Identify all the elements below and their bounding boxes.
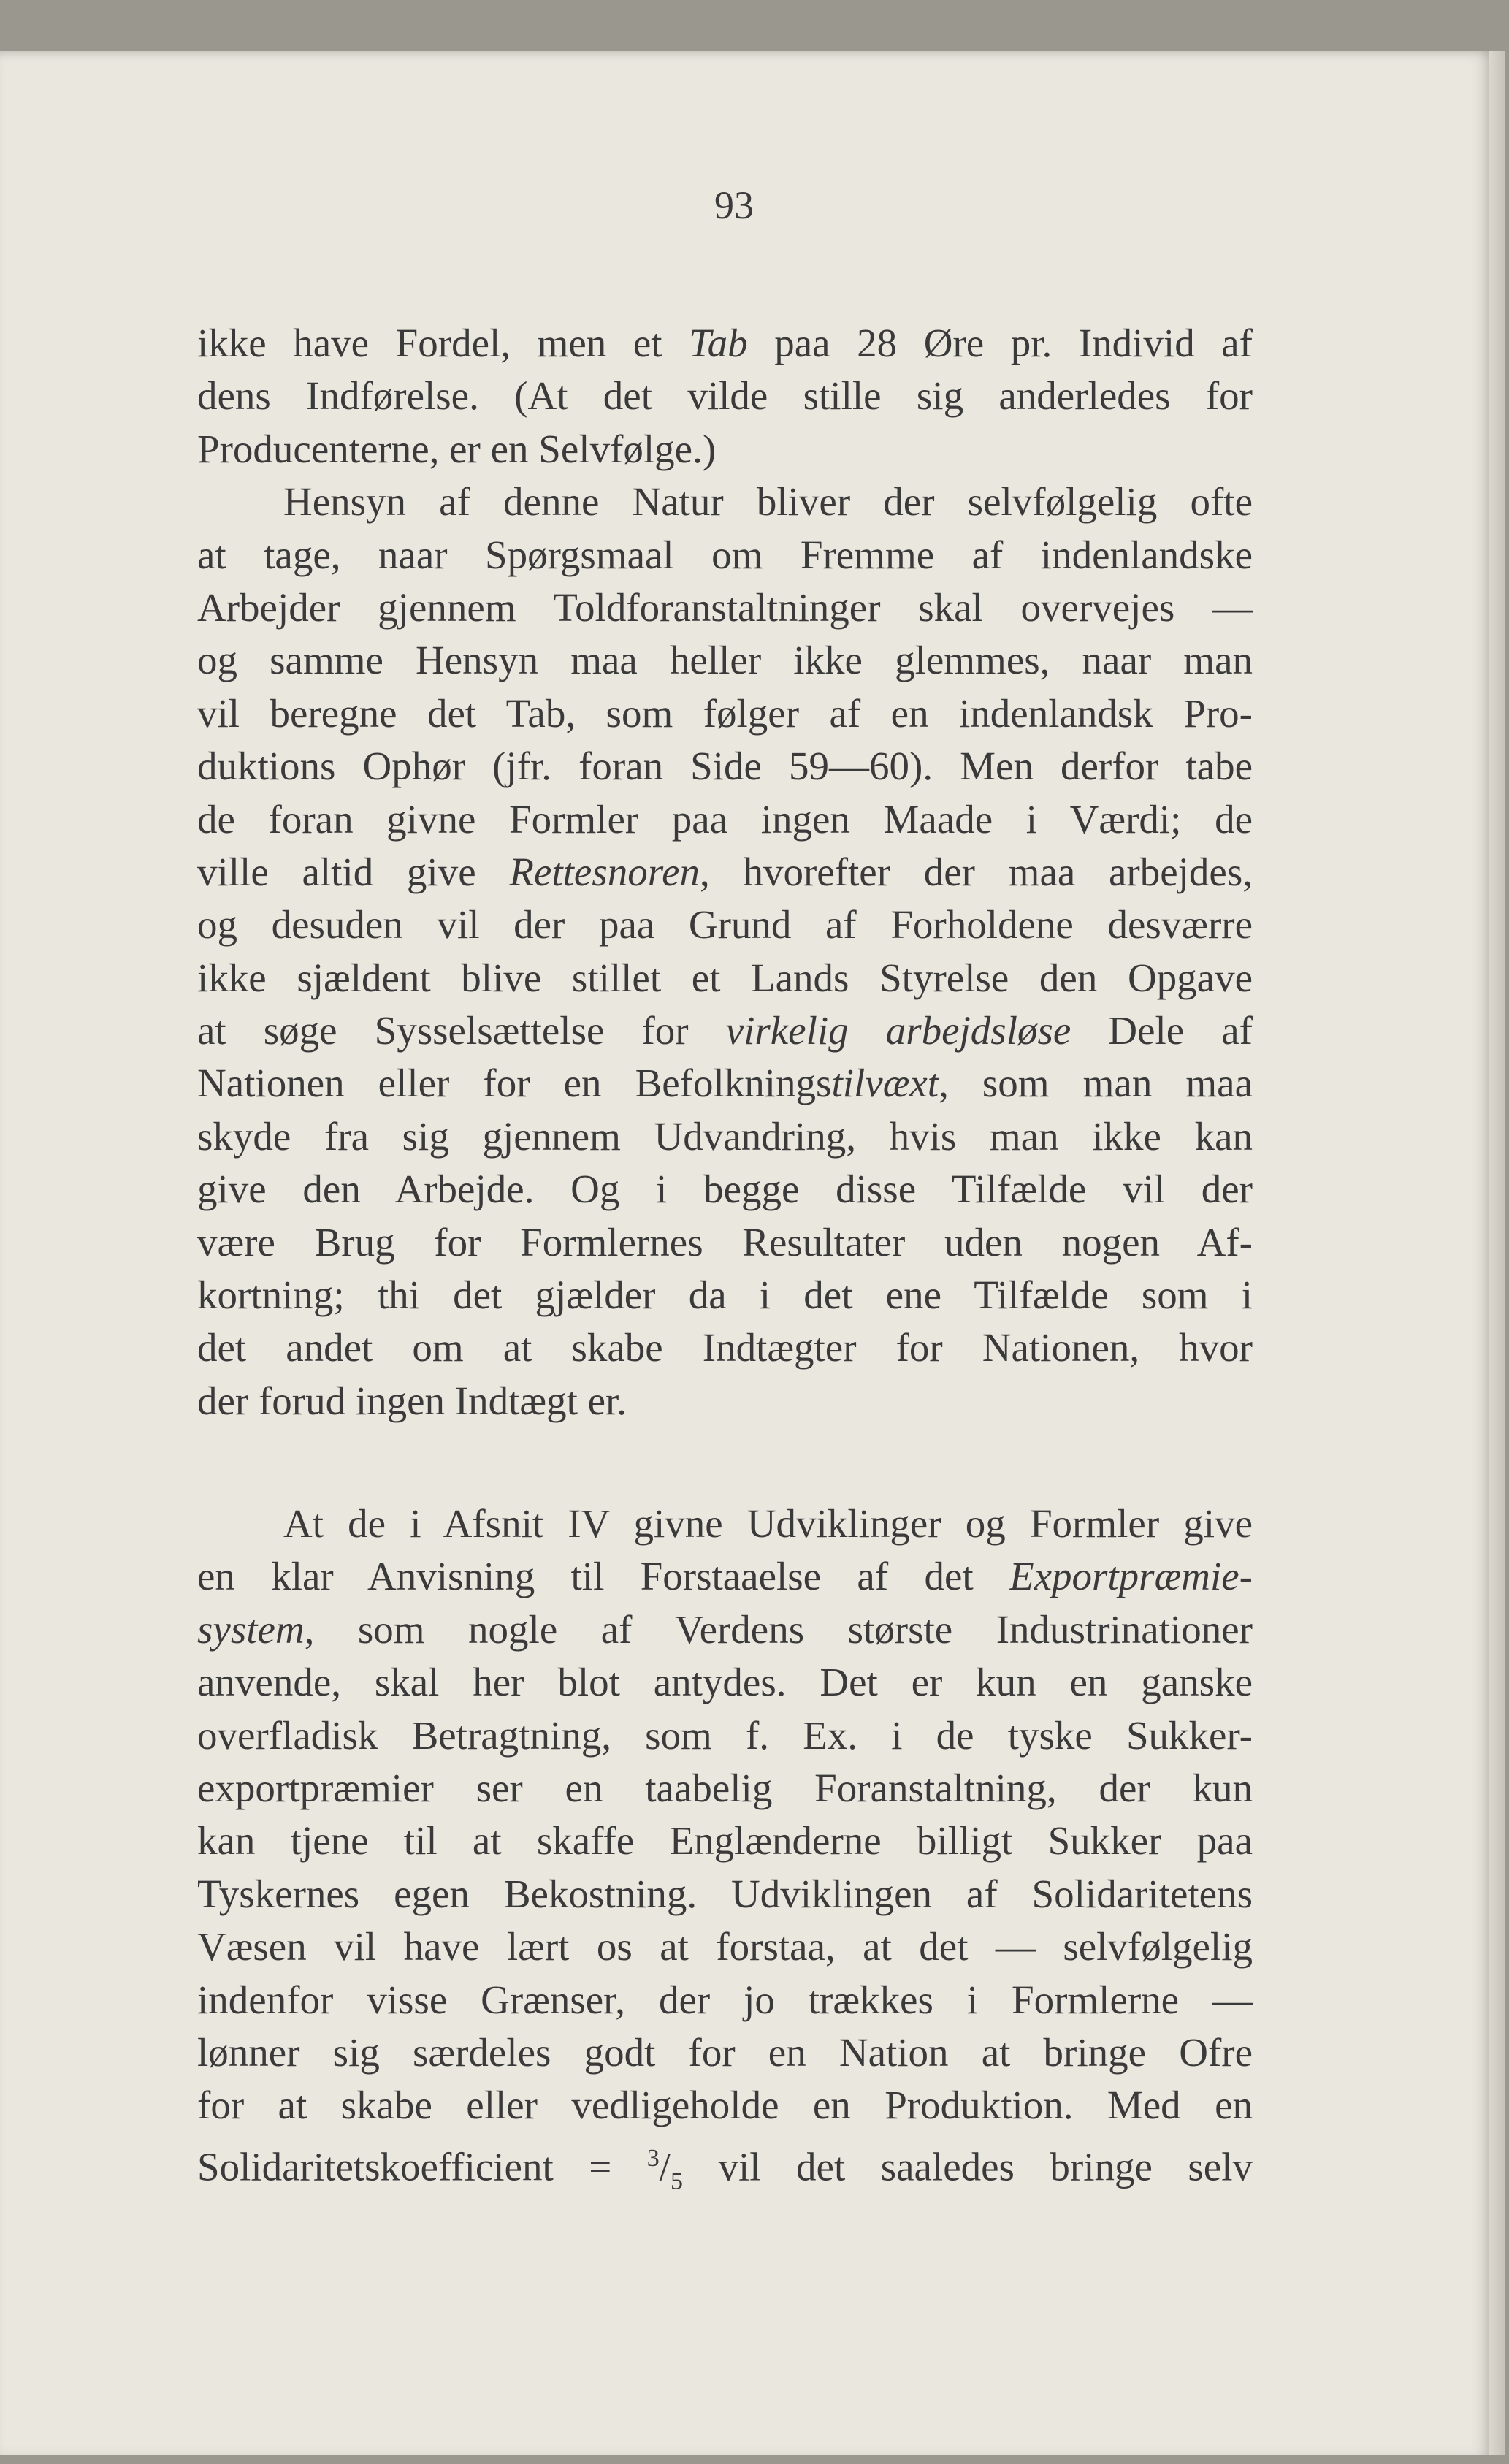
fraction-denominator: 5 bbox=[671, 2167, 684, 2195]
text-line: og samme Hensyn maa heller ikke glemmes, naar man bbox=[197, 638, 1253, 683]
text-line: ville altid give Rettesnoren, hvorefter der maa arbejdes, bbox=[197, 849, 1253, 894]
text-line: anvende, skal her blot antydes. Det er kun en ganske bbox=[197, 1660, 1253, 1705]
text-line: at tage, naar Spørgsmaal om Fremme af indenlandske bbox=[197, 532, 1253, 577]
text-line: Nationen eller for en Befolkningstilvæxt, som man maa bbox=[197, 1061, 1253, 1106]
text-line-fraction: Solidaritetskoefficient = $^3/_5$ vil det saaledes bringe selv bbox=[197, 2144, 1253, 2195]
text-line: exportpræmier ser en taabelig Foranstaltning, der kun bbox=[197, 1765, 1253, 1810]
text-line: At de i Afsnit IV givne Udviklinger og Formler give bbox=[283, 1501, 1253, 1546]
text-line: Producenterne, er en Selvfølge.) bbox=[197, 426, 717, 471]
text-line: for at skabe eller vedligeholde en Produktion. Med en bbox=[197, 2083, 1253, 2128]
text-line: det andet om at skabe Indtægter for Nationen, hvor bbox=[197, 1325, 1253, 1370]
text-line: at søge Sysselsættelse for virkelig arbejdsløse Dele af bbox=[197, 1008, 1253, 1053]
text-line: Hensyn af denne Natur bliver der selvfølgelig ofte bbox=[283, 479, 1253, 525]
text-line: Arbejder gjennem Toldforanstaltninger skal overvejes — bbox=[197, 584, 1253, 630]
text-line: Væsen vil have lært os at forstaa, at det — selvfølgelig bbox=[197, 1924, 1253, 1969]
page-number: 93 bbox=[714, 183, 754, 227]
text-line: overfladisk Betragtning, som f. Ex. i de tyske Sukker- bbox=[197, 1712, 1253, 1758]
text-line: dens Indførelse. (At det vilde stille sig anderledes for bbox=[197, 373, 1253, 419]
text-line: lønner sig særdeles godt for en Nation at bringe Ofre bbox=[197, 2029, 1253, 2075]
text-line: være Brug for Formlernes Resultater uden nogen Af- bbox=[197, 1219, 1253, 1265]
text-line: ikke have Fordel, men et Tab paa 28 Øre pr. Individ af bbox=[197, 321, 1253, 365]
text-line: skyde fra sig gjennem Udvandring, hvis man ikke kan bbox=[197, 1113, 1253, 1159]
fraction-numerator: 3 bbox=[646, 2144, 660, 2172]
fraction-slash: / bbox=[659, 2144, 671, 2189]
text-line: ikke sjældent blive stillet et Lands Styrelse den Opgave bbox=[197, 955, 1253, 1000]
main-text-bottom bbox=[197, 1498, 1253, 2195]
text-line: og desuden vil der paa Grund af Forholdene desværre bbox=[197, 902, 1253, 947]
text-line: system, som nogle af Verdens største Industrinationer bbox=[197, 1606, 1253, 1652]
text-line: duktions Ophør (jfr. foran Side 59—60). Men derfor tabe bbox=[197, 744, 1253, 789]
text-line: Tyskernes egen Bekostning. Udviklingen af Solidaritetens bbox=[197, 1871, 1253, 1916]
text-line: kortning; thi det gjælder da i det ene Tilfælde som i bbox=[197, 1273, 1253, 1318]
page-edge bbox=[1489, 51, 1505, 2455]
text-line: kan tjene til at skaffe Englænderne billigt Sukker paa bbox=[197, 1818, 1253, 1864]
text-line: vil beregne det Tab, som følger af en indenlandsk Pro- bbox=[197, 690, 1253, 736]
text-line: de foran givne Formler paa ingen Maade i Værdi; de bbox=[197, 796, 1253, 842]
text-line: indenfor visse Grænser, der jo trækkes i Formlerne — bbox=[197, 1977, 1253, 2022]
text-line: der forud ingen Indtægt er. bbox=[197, 1378, 627, 1423]
main-text-top bbox=[197, 317, 1253, 1427]
text-line: give den Arbejde. Og i begge disse Tilfælde vil der bbox=[197, 1167, 1253, 1212]
text-line: en klar Anvisning til Forstaaelse af det Exportpræmie- bbox=[197, 1554, 1253, 1599]
